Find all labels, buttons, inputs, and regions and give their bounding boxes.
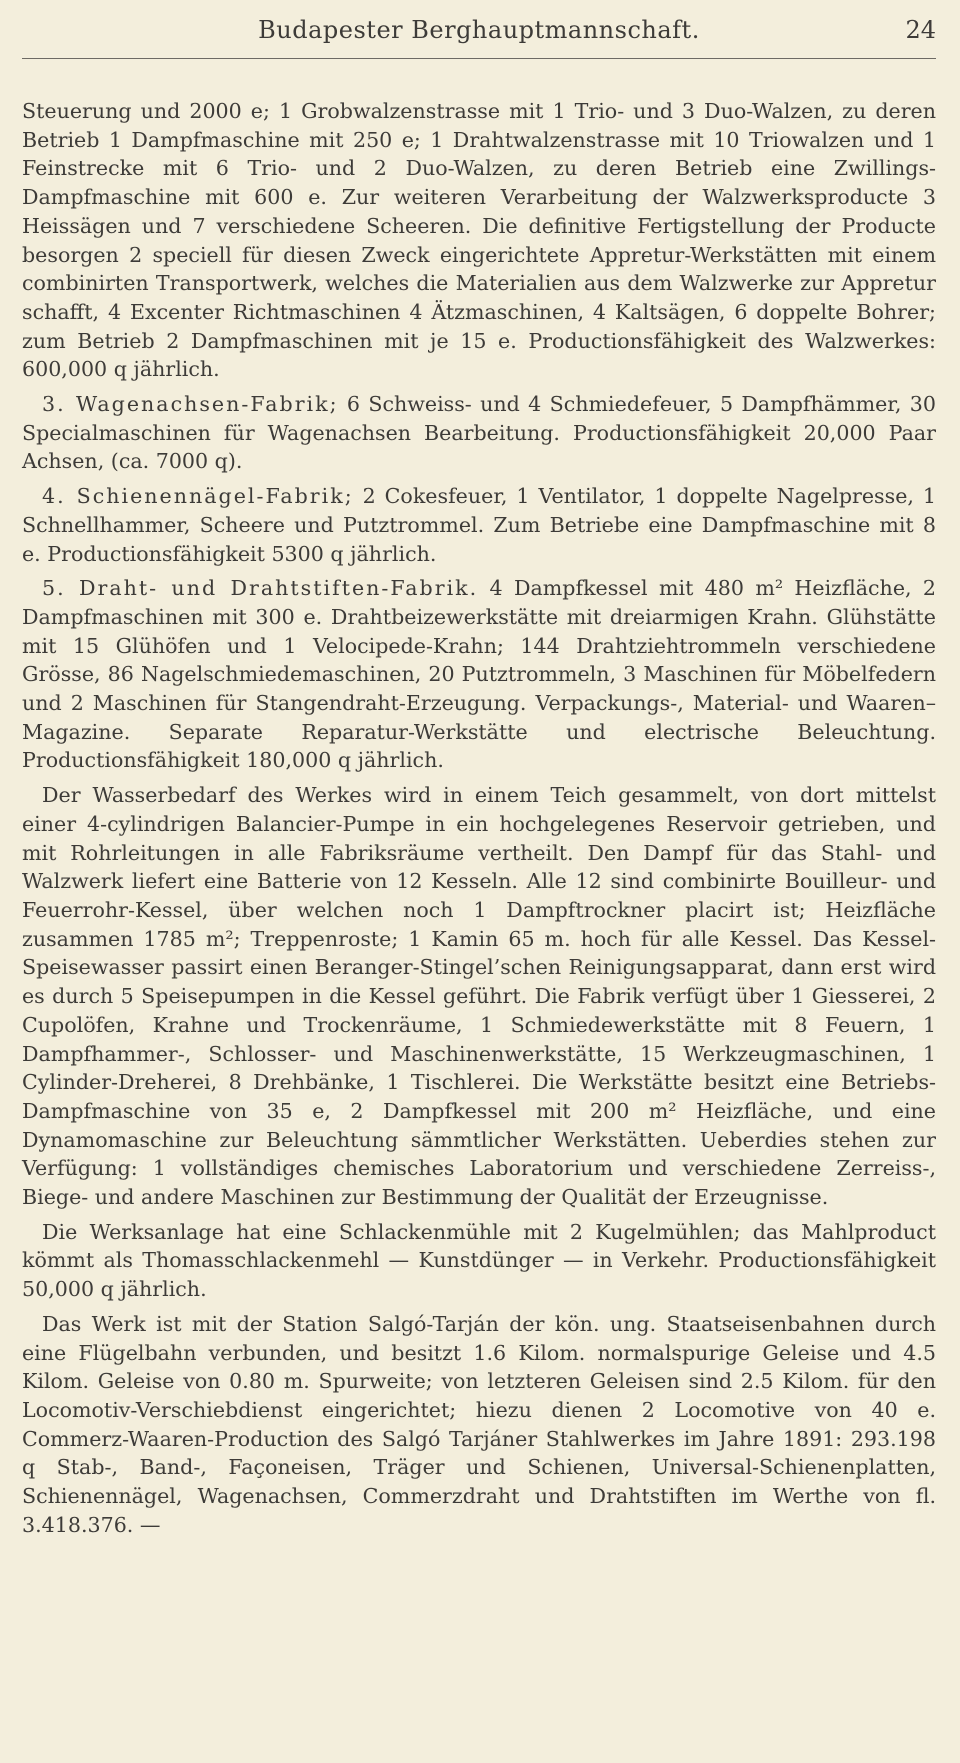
paragraph-slag-mill — [22, 1218, 936, 1304]
paragraph-text: 4 Dampfkessel mit 480 m² Heizfläche, 2 Dampfmaschinen mit 300 e. Drahtbeizewerkstätte mit dreiarmigen Krahn. Glühstätte mit 15 Glühöfen und 1 Velocipede-Krahn; 144 Drahtziehtrommeln verschiedene Grösse, 86 Nagelschmiedemaschinen, 20 Putztrommeln, 3 Maschinen für Möbelfedern und 2 Maschinen für Stangendraht-Erzeugung. Verpackungs-, Material- und Waaren–Magazine. Separate Reparatur-Werkstätte und electrische Beleuchtung. Productionsfähigkeit 180,000 q jährlich. — [22, 576, 936, 773]
document-body — [22, 59, 936, 1539]
paragraph-text: 2 Cokesfeuer, 1 Ventilator, 1 doppelte Nagelpresse, 1 Schnellhammer, Scheere und Putztrommel. Zum Betriebe eine Dampfmaschine mit 8 e. Productionsfähigkeit 5300 q jährlich. — [22, 484, 936, 566]
paragraph-text: Steuerung und 2000 e; 1 Grobwalzenstrasse mit 1 Trio- und 3 Duo-Walzen, zu deren Betrieb 1 Dampfmaschine mit 250 e; 1 Drahtwalzenstrasse mit 10 Triowalzen und 1 Feinstrecke mit 6 Trio- und 2 Duo-Walzen, zu deren Betrieb eine Zwillings-Dampfmaschine mit 600 e. Zur weiteren Verarbeitung der Walzwerksproducte 3 Heissägen und 7 verschiedene Scheeren. Die definitive Fertigstellung der Producte besorgen 2 speciell für diesen Zweck eingerichtete Appretur-Werkstätten mit einem combinirten Transportwerk, welches die Materialien aus dem Walzwerke zur Appretur schafft, 4 Excenter Richtmaschinen 4 Ätzmaschinen, 4 Kaltsägen, 6 doppelte Bohrer; zum Betrieb 2 Dampfmaschinen mit je 15 e. Productionsfähigkeit des Walzwerkes: 600,000 q jährlich. — [22, 99, 936, 382]
paragraph-text: Der Wasserbedarf des Werkes wird in einem Teich gesammelt, von dort mittelst einer 4-cylindrigen Balancier-Pumpe in ein hochgelegenes Reservoir getrieben, und mit Rohrleitungen in alle Fabriksräume vertheilt. Den Dampf für das Stahl- und Walzwerk liefert eine Batterie von 12 Kesseln. Alle 12 sind combinirte Bouilleur- und Feuerrohr-Kessel, über welchen noch 1 Dampftrockner placirt ist; Heizfläche zusammen 1785 m²; Treppenroste; 1 Kamin 65 m. hoch für alle Kessel. Das Kessel-Speisewasser passirt einen Beranger-Stingel’schen Reinigungsapparat, dann erst wird es durch 5 Speisepumpen in die Kessel geführt. Die Fabrik verfügt über 1 Giesserei, 2 Cupolöfen, Krahne und Trockenräume, 1 Schmiedewerkstätte mit 8 Feuern, 1 Dampfhammer-, Schlosser- und Maschinenwerkstätte, 15 Werkzeugmaschinen, 1 Cylinder-Dreherei, 8 Drehbänke, 1 Tischlerei. Die Werkstätte besitzt eine Betriebs-Dampfmaschine von 35 e, 2 Dampfkessel mit 200 m² Heizfläche, und eine Dynamomaschine zur Beleuchtung sämmtlicher Werkstätten. Ueberdies stehen zur Verfügung: 1 vollständiges chemisches Laboratorium und verschiedene Zerreiss-, Biege- und andere Maschinen zur Bestimmung der Qualität der Erzeugnisse. — [22, 783, 936, 1210]
section-heading: 4. Schienennägel-Fabrik; — [42, 484, 354, 509]
paragraph-rolling-mill-continued — [22, 97, 936, 384]
section-heading: 3. Wagenachsen-Fabrik; — [42, 392, 339, 417]
page-number: 24 — [905, 16, 936, 44]
paragraph-text: 6 Schweiss- und 4 Schmiedefeuer, 5 Dampfhämmer, 30 Specialmaschinen für Wagenachsen Bearbeitung. Productionsfähigkeit 20,000 Paar Achsen, (ca. 7000 q). — [22, 392, 936, 474]
page-header — [22, 0, 936, 59]
paragraph-text: Die Werksanlage hat eine Schlackenmühle mit 2 Kugelmühlen; das Mahlproduct kömmt als Thomasschlackenmehl — Kunstdünger — in Verkehr. Productionsfähigkeit 50,000 q jährlich. — [22, 1219, 936, 1302]
paragraph-railway-production — [22, 1310, 936, 1540]
paragraph-rail-nail-factory — [22, 482, 936, 568]
section-heading: 5. Draht- und Drahtstiften-Fabrik. — [42, 576, 479, 601]
paragraph-axle-factory — [22, 390, 936, 476]
document-page — [22, 0, 936, 1763]
paragraph-text: Das Werk ist mit der Station Salgó-Tarján der kön. ung. Staatseisenbahnen durch eine Flügelbahn verbunden, und besitzt 1.6 Kilom. normalspurige Geleise und 4.5 Kilom. Geleise von 0.80 m. Spurweite; von letzteren Geleisen sind 2.5 Kilom. für den Locomotiv-Verschiebdienst eingerichtet; hiezu dienen 2 Locomotive von 40 e. Commerz-Waaren-Production des Salgó Tarjáner Stahlwerkes im Jahre 1891: 293.198 q Stab-, Band-, Façoneisen, Träger und Schienen, Universal-Schienenplatten, Schienennägel, Wagenachsen, Commerzdraht und Drahtstiften im Werthe von fl. 3.418.376. — — [22, 1311, 936, 1537]
running-title: Budapester Berghauptmannschaft. — [258, 16, 700, 44]
paragraph-wire-factory — [22, 574, 936, 775]
paragraph-water-steam — [22, 781, 936, 1212]
